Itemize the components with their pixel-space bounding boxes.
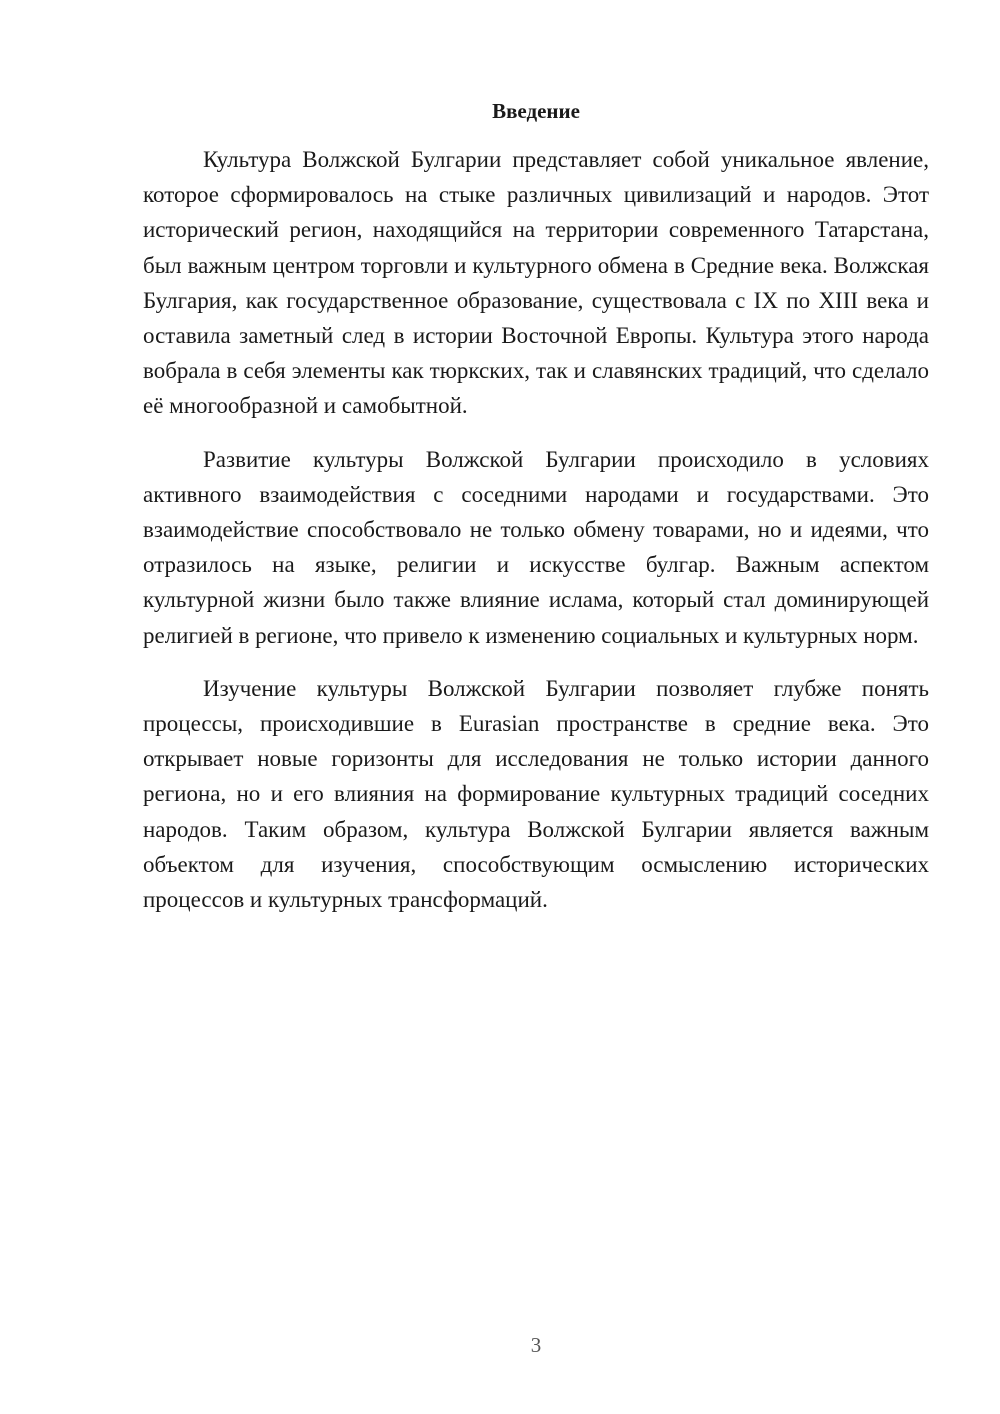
paragraph-2: Развитие культуры Волжской Булгарии происходило в условиях активного взаимодействия с соседними народами и государствами. Это взаимодействие способствовало не только обмену товарами, но и идеями, что отразилось на языке, религии и искусстве булгар. Важным аспектом культурной жизни было также влияние ислама, который стал доминирующей религией в регионе, что привело к изменению социальных и культурных норм.	[143, 446, 929, 648]
page-number: 3	[530, 1333, 542, 1357]
paragraph-3: Изучение культуры Волжской Булгарии позволяет глубже понять процессы, происходившие в Eurasian пространстве в средние века. Это открывает новые горизонты для исследования не только истории данного региона, но и его влияния на формирование культурных традиций соседних народов. Таким образом, культура Волжской Булгарии является важным объектом для изучения, способствующим осмыслению исторических процессов и культурных трансформаций.	[143, 675, 929, 913]
paragraph-1: Культура Волжской Булгарии представляет собой уникальное явление, которое сформировалось на стыке различных цивилизаций и народов. Этот исторический регион, находящийся на территории современного Татарстана, был важным центром торговли и культурного обмена в Средние века. Волжская Булгария, как государственное образование, существовала с IX по XIII века и оставила заметный след в истории Восточной Европы. Культура этого народа вобрала в себя элементы как тюркских, так и славянских традиций, что сделало её многообразной и самобытной.	[143, 147, 929, 419]
body-text	[143, 142, 929, 935]
page-title: Введение	[492, 99, 580, 123]
